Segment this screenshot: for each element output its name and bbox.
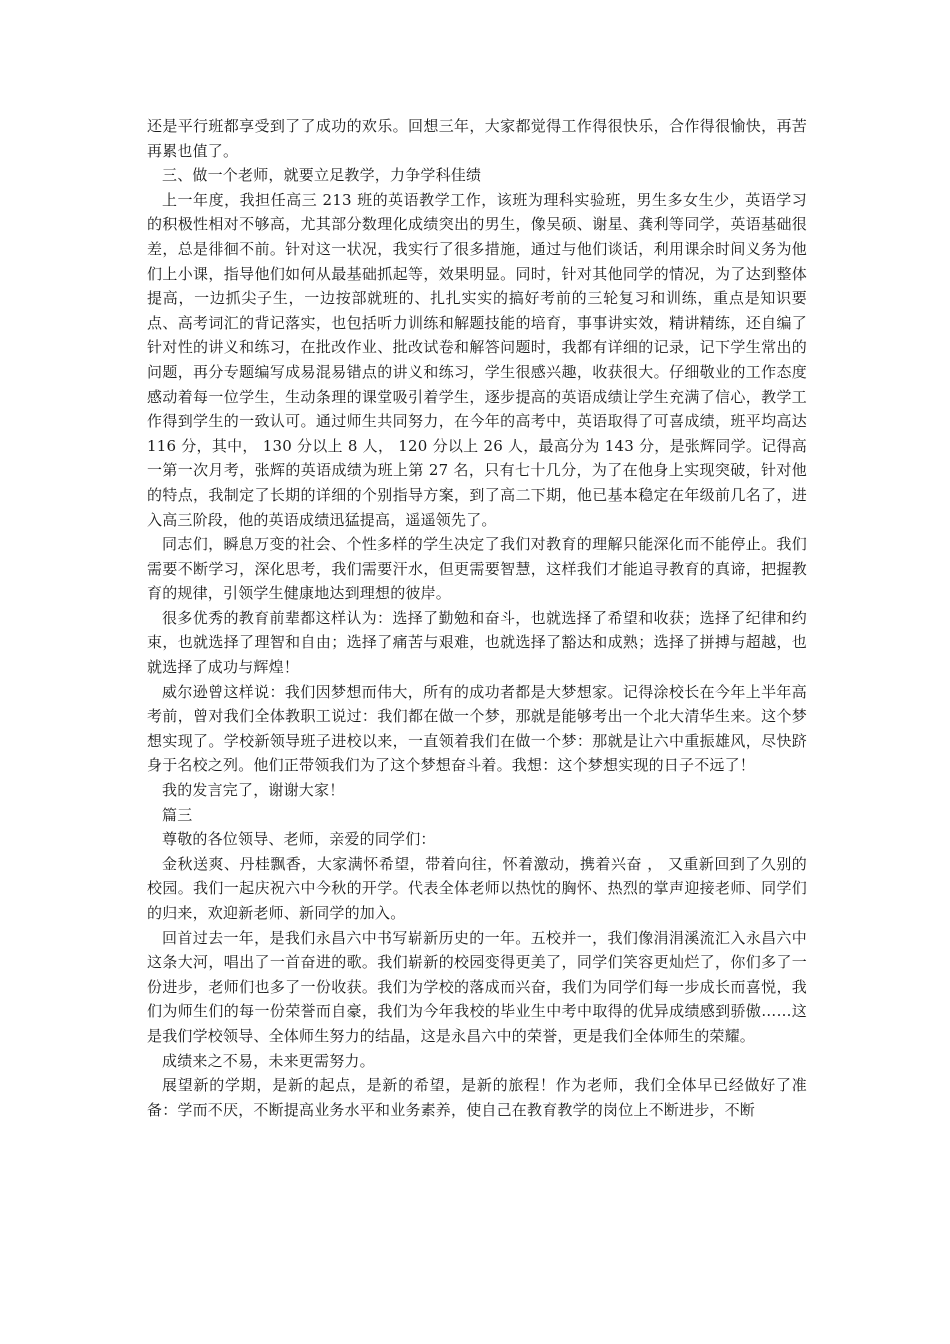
paragraph-autumn: 金秋送爽、丹桂飘香，大家满怀希望，带着向往，怀着激动，携着兴奋 ， 又重新回到了久别的校园。我们一起庆祝六中今秋的开学。代表全体老师以热忱的胸怀、热烈的掌声迎接老师、同学们的归来，欢迎新老师、新同学的加入。: [147, 854, 807, 922]
paragraph-closing: 我的发言完了，谢谢大家！: [162, 781, 345, 800]
paragraph-english-teaching: 上一年度，我担任高三 213 班的英语教学工作，该班为理科实验班，男生多女生少，英语学习的积极性相对不够高，尤其部分数理化成绩突出的男生，像吴硕、谢星、龚利等同学，英语基础很差，总是徘徊不前。针对这一状况，我实行了很多措施，通过与他们谈话，利用课余时间义务为他们上小课，指导他们如何从最基础抓起等，效果明显。同时，针对其他同学的情况，为了达到整体提高，一边抓尖子生，一边按部就班的、扎扎实实的搞好考前的三轮复习和训练，重点是知识要点、高考词汇的背记落实，也包括听力训练和解题技能的培育，事事讲实效，精讲精练，还自编了针对性的讲义和练习，在批改作业、批改试卷和解答问题时，我都有详细的记录，记下学生常出的问题，再分专题编写成易混易错点的讲义和练习，学生很感兴趣，收获很大。仔细敬业的工作态度感动着每一位学生，生动条理的课堂吸引着学生，逐步提高的英语成绩让学生充满了信心，教学工作得到学生的一致认可。通过师生共同努力，在今年的高考中，英语取得了可喜成绩，班平均高达 116 分，其中， 130 分以上 8 人， 120 分以上 26 人，最高分为 143 分，是张辉同学。记得高一第一次月考，张辉的英语成绩为班上第 27 名，只有七十几分，为了在他身上实现突破，针对他的特点，我制定了长期的详细的个别指导方案，到了高二下期，他已基本稳定在年级前几名了，进入高三阶段，他的英语成绩迅猛提高，遥遥领先了。: [147, 190, 807, 529]
section-heading-3: 三、做一个老师，就要立足教学，力争学科佳绩: [162, 166, 482, 185]
paragraph-predecessors: 很多优秀的教育前辈都这样认为：选择了勤勉和奋斗，也就选择了希望和收获；选择了纪律和约束，也就选择了理智和自由；选择了痛苦与艰难，也就选择了豁达和成熟；选择了拼搏与超越，也就选择了成功与辉煌！: [147, 608, 807, 677]
paragraph-outlook: 展望新的学期，是新的起点，是新的希望，是新的旅程！作为老师，我们全体早已经做好了准备：学而不厌，不断提高业务水平和业务素养，使自己在教育教学的岗位上不断进步，不断: [147, 1076, 807, 1119]
salutation: 尊敬的各位领导、老师，亲爱的同学们：: [162, 830, 436, 849]
paragraph-review: 回首过去一年，是我们永昌六中书写崭新历史的一年。五校并一，我们像涓涓溪流汇入永昌六中这条大河，唱出了一首奋进的歌。我们崭新的校园变得更美了，同学们笑容更灿烂了，你们多了一份进步，老师们也多了一份收获。我们为学校的落成而兴奋，我们为同学们每一步成长而喜悦，我们为师生们的每一份荣誉而自豪，我们为今年我校的毕业生中考中取得的优异成绩感到骄傲……这是我们学校领导、全体师生努力的结晶，这是永昌六中的荣誉，更是我们全体师生的荣耀。: [147, 928, 807, 1045]
paragraph-achievement: 成绩来之不易，未来更需努力。: [162, 1051, 375, 1070]
paragraph-comrades: 同志们，瞬息万变的社会、个性多样的学生决定了我们对教育的理解只能深化而不能停止。我们需要不断学习，深化思考，我们需要汗水，但更需要智慧，这样我们才能追寻教育的真谛，把握教育的规律，引领学生健康地达到理想的彼岸。: [147, 535, 807, 603]
part-title: 篇三: [162, 805, 193, 824]
paragraph-wilson: 威尔逊曾这样说：我们因梦想而伟大，所有的成功者都是大梦想家。记得涂校长在今年上半年高考前，曾对我们全体教职工说过：我们都在做一个梦，那就是能够考出一个北大清华生来。这个梦想实现了。学校新领导班子进校以来，一直领着我们在做一个梦：那就是让六中重振雄风，尽快跻身于名校之列。他们正带领我们为了这个梦想奋斗着。我想：这个梦想实现的日子不远了！: [147, 682, 807, 775]
document-page: [147, 114, 807, 1122]
paragraph-1: 还是平行班都享受到了了成功的欢乐。回想三年，大家都觉得工作得很快乐，合作得很愉快，再苦再累也值了。: [147, 117, 807, 160]
